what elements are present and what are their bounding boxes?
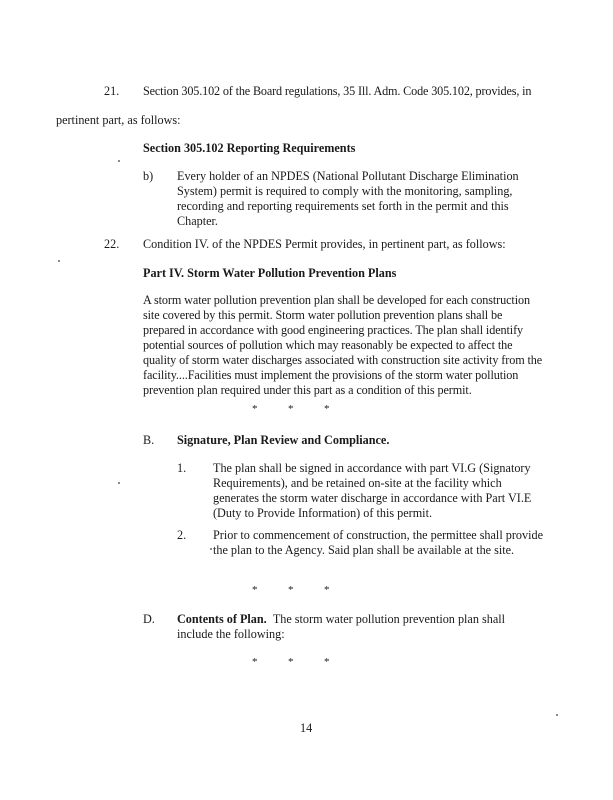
scan-speck	[118, 160, 120, 162]
paragraph-22-number: 22.	[104, 237, 120, 251]
scan-speck	[210, 548, 212, 550]
star: *	[252, 656, 258, 668]
section-305-102-heading: Section 305.102 Reporting Requirements	[143, 141, 356, 155]
ellipsis-stars-2	[252, 583, 360, 598]
subsection-b-text: Every holder of an NPDES (National Pollutant Discharge Elimination System) permit is required to comply with the monitoring, sampling, recording and reporting requirements set forth in the permit and this Chapter.	[177, 169, 519, 228]
paragraph-21-number: 21.	[104, 84, 120, 98]
section-b-label: B.	[143, 433, 155, 447]
part-iv-heading: Part IV. Storm Water Pollution Prevention Plans	[143, 266, 397, 280]
item-1-text: The plan shall be signed in accordance with part VI.G (Signatory Requirements), and be retained on-site at the facility which generates the storm water discharge in accordance with Part VI.E (Duty to Provide Information) of this permit.	[213, 461, 532, 520]
star: *	[288, 656, 294, 668]
paragraph-21-line-2: pertinent part, as follows:	[56, 113, 181, 127]
section-d-paragraph	[177, 612, 522, 642]
ellipsis-stars-3	[252, 655, 360, 670]
star: *	[324, 584, 330, 596]
paragraph-21-line-1: Section 305.102 of the Board regulations, 35 Ill. Adm. Code 305.102, provides, in	[143, 84, 532, 98]
scan-speck	[118, 482, 120, 484]
section-d-text: The storm water pollution prevention plan shall include the following:	[177, 612, 505, 641]
subsection-b-label: b)	[143, 169, 154, 183]
star: *	[252, 403, 258, 415]
part-iv-body: A storm water pollution prevention plan shall be developed for each construction site covered by this permit. Storm water pollution prevention plans shall be prepared in accordance with good engineering practices. The plan shall identify potential sources of pollution which may reasonably be expected to affect the quality of storm water discharges associated with construction site activity from the facility....Facilities must implement the provisions of the storm water pollution prevention plan required under this part as a condition of this permit.	[143, 293, 543, 397]
star: *	[288, 403, 294, 415]
item-1-number: 1.	[177, 461, 187, 475]
scan-speck	[58, 260, 60, 262]
section-b-heading: Signature, Plan Review and Compliance.	[177, 433, 390, 447]
item-2-text: Prior to commencement of construction, the permittee shall provide the plan to the Agency. Said plan shall be available at the site.	[213, 528, 543, 557]
ellipsis-stars-1	[252, 402, 360, 417]
page-number: 14	[300, 721, 313, 735]
star: *	[252, 584, 258, 596]
star: *	[288, 584, 294, 596]
section-d-heading: Contents of Plan.	[177, 612, 267, 626]
section-d-label: D.	[143, 612, 155, 626]
paragraph-22-line-1: Condition IV. of the NPDES Permit provides, in pertinent part, as follows:	[143, 237, 506, 251]
star: *	[324, 403, 330, 415]
scan-speck	[556, 714, 558, 716]
item-2-number: 2.	[177, 528, 187, 542]
star: *	[324, 656, 330, 668]
